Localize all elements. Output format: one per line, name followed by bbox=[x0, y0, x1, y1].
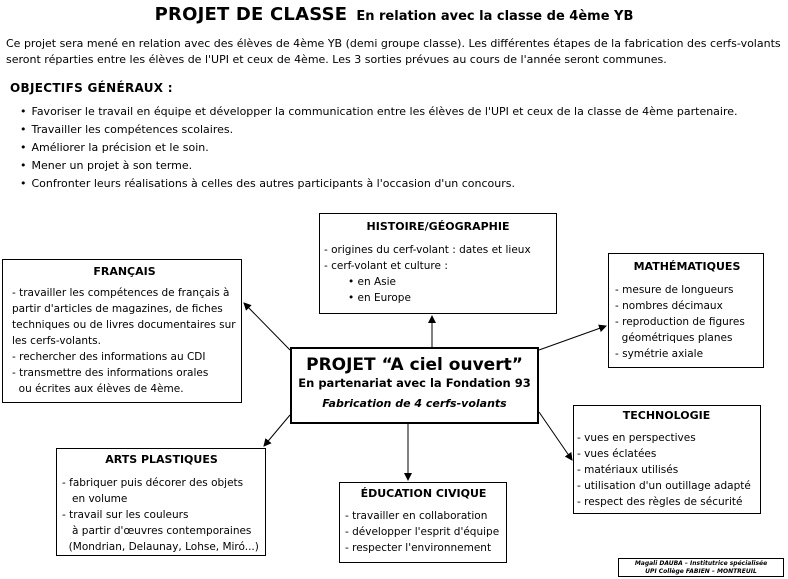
box-item: géométriques planes bbox=[615, 332, 733, 344]
page-title: PROJET DE CLASSE bbox=[154, 4, 348, 25]
credit-line: Magali DAUBA – Institutrice spécialisée bbox=[634, 560, 768, 567]
box-title: FRANÇAIS bbox=[93, 265, 156, 278]
box-item: - respect des règles de sécurité bbox=[577, 496, 743, 508]
box-title: TECHNOLOGIE bbox=[622, 409, 711, 422]
page-subtitle: En relation avec la classe de 4ème YB bbox=[356, 9, 634, 24]
objective-item: • Favoriser le travail en équipe et développer la communication entre les élèves de l'UPI et ceux de la classe de 4ème partenaire. bbox=[20, 103, 738, 121]
box-education-civique bbox=[339, 482, 507, 563]
box-item: - mesure de longueurs bbox=[615, 284, 734, 296]
box-title: HISTOIRE/GÉOGRAPHIE bbox=[366, 220, 510, 233]
box-item: ou écrites aux élèves de 4ème. bbox=[12, 383, 184, 395]
box-title: MATHÉMATIQUES bbox=[633, 260, 741, 273]
box-item: - développer l'esprit d'équipe bbox=[345, 526, 500, 538]
box-item: - travail sur les couleurs bbox=[62, 509, 189, 521]
box-item: - matériaux utilisés bbox=[577, 464, 679, 476]
intro-paragraph: Ce projet sera mené en relation avec des élèves de 4ème YB (demi groupe classe). Les différentes étapes de la fabrication des cerfs-volants seront réparties entre les élèves de l'UPI et ceux de 4ème. Les 3 sorties prévues au cours de l'année seront communes. bbox=[6, 37, 781, 66]
box-arts-plastiques bbox=[56, 448, 266, 556]
center-goal: Fabrication de 4 cerfs-volants bbox=[322, 397, 507, 410]
credit-stamp bbox=[618, 558, 784, 577]
box-item: - symétrie axiale bbox=[615, 348, 704, 360]
box-item: - vues en perspectives bbox=[577, 432, 696, 444]
center-partner: En partenariat avec la Fondation 93 bbox=[298, 376, 531, 390]
box-subitem: • en Europe bbox=[348, 290, 552, 306]
box-item: - vues éclatées bbox=[577, 448, 657, 460]
box-subitem: • en Asie bbox=[348, 274, 552, 290]
box-item: - reproduction de figures bbox=[615, 316, 745, 328]
box-item: techniques ou de livres documentaires sur bbox=[12, 319, 236, 331]
box-item: - rechercher des informations au CDI bbox=[12, 351, 206, 363]
objective-item: • Améliorer la précision et le soin. bbox=[20, 139, 738, 157]
box-item: - utilisation d'un outillage adapté bbox=[577, 480, 751, 492]
credit-line: UPI Collège FABIEN – MONTREUIL bbox=[645, 568, 757, 575]
box-item: - nombres décimaux bbox=[615, 300, 723, 312]
arrow-to-technologie bbox=[539, 412, 572, 460]
box-item: (Mondrian, Delaunay, Lohse, Miró...) bbox=[62, 541, 259, 553]
box-item: - cerf-volant et culture : bbox=[324, 260, 448, 272]
center-title: PROJET “A ciel ouvert” bbox=[306, 355, 523, 375]
box-item: - respecter l'environnement bbox=[345, 542, 492, 554]
arrow-to-maths bbox=[539, 326, 606, 350]
box-item: - fabriquer puis décorer des objets bbox=[62, 477, 244, 489]
box-item: à partir d'œuvres contemporaines bbox=[62, 525, 252, 537]
objectives-title: OBJECTIFS GÉNÉRAUX : bbox=[10, 81, 173, 95]
arrow-to-arts bbox=[264, 415, 290, 446]
box-item: partir d'articles de magazines, de fiches bbox=[12, 303, 223, 315]
box-technologie bbox=[573, 405, 761, 514]
box-item: - origines du cerf-volant : dates et lieux bbox=[324, 244, 531, 256]
box-title: ÉDUCATION CIVIQUE bbox=[360, 487, 487, 500]
objective-item: • Mener un projet à son terme. bbox=[20, 157, 738, 175]
box-item: en volume bbox=[62, 493, 128, 505]
box-item: - travailler les compétences de français à bbox=[12, 287, 230, 299]
objective-item: • Confronter leurs réalisations à celles des autres participants à l'occasion d'un concours. bbox=[20, 175, 738, 193]
center-project-box bbox=[290, 347, 539, 424]
box-item: les cerfs-volants. bbox=[12, 335, 101, 347]
box-item: - transmettre des informations orales bbox=[12, 367, 209, 379]
box-histoire-geographie bbox=[319, 213, 557, 314]
box-item: - travailler en collaboration bbox=[345, 510, 488, 522]
box-mathematiques bbox=[608, 253, 764, 368]
objective-item: • Travailler les compétences scolaires. bbox=[20, 121, 738, 139]
arrow-to-francais bbox=[244, 303, 290, 350]
box-title: ARTS PLASTIQUES bbox=[105, 453, 218, 466]
box-francais bbox=[2, 259, 242, 403]
